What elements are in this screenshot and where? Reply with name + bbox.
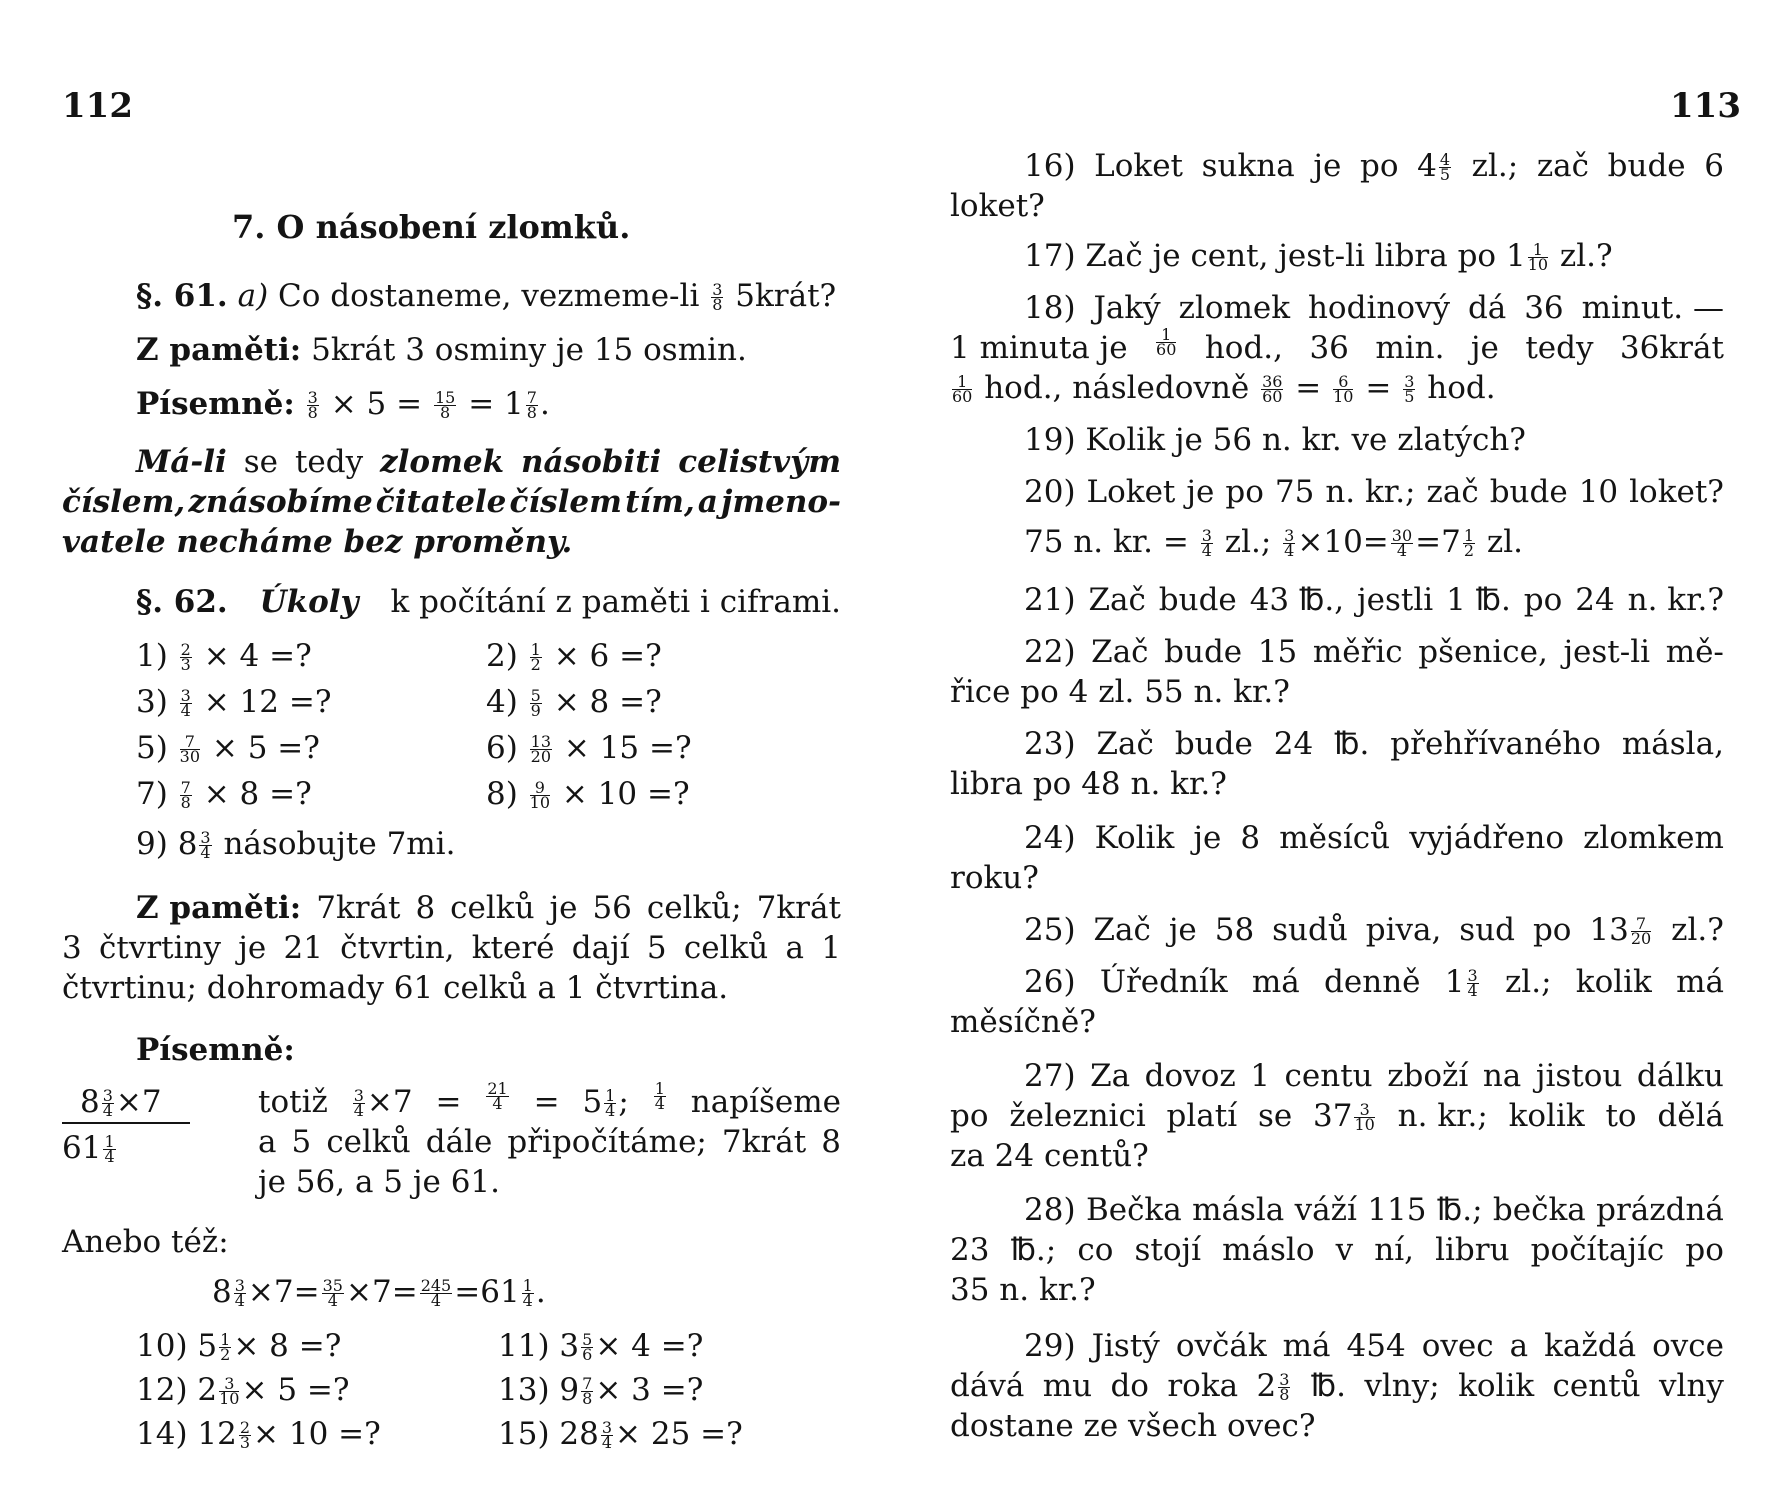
explanation-line-1: totiž $\frac{3}{4}$ ×7 = $\frac{21}{4}$ = 5 $\frac{1}{4}$ ; 1 4 napíšeme [258, 1079, 841, 1120]
fraction: $\frac{7}{30}$ [179, 732, 201, 766]
page-number: 112 [62, 86, 133, 126]
right-page [887, 0, 1774, 1500]
fraction: $\frac{2}{3}$ [239, 1418, 251, 1452]
from-memory-1 [136, 330, 747, 370]
task-item: 3) $\frac{3}{4}$ × 12 =? [136, 684, 332, 720]
label: Písemně: [136, 386, 295, 422]
fraction: $\frac{3}{10}$ [219, 1374, 240, 1408]
question-22-line-2: řice po 4 zl. 55 n. kr.? [950, 674, 1290, 710]
explanation-line-3: je 56, a 5 je 61. [258, 1164, 500, 1200]
from-memory-2-line-2: 3 čtvrtiny je 21 čtvrtin, které dají 5 celků a 1 [62, 930, 841, 966]
question-18-line-1: 18) Jaký zlomek hodinový dá 36 minut. — [1024, 290, 1724, 326]
question-20-calc: 75 n. kr. = $\frac{3}{4}$ zl.; $\frac{3}{4}$ ×10= $\frac{30}{4}$ =7 $\frac{1}{2}$ zl. [1024, 524, 1524, 560]
question-23-line-1: 23) Zač bude 24 ℔. přehřívaného másla, [1024, 726, 1724, 762]
question-16-line-1: 16) Loket sukna je po 4 $\frac{4}{5}$ zl.; zač bude 6 [1024, 148, 1724, 184]
question-24-line-2: roku? [950, 860, 1039, 896]
page-number: 113 [1670, 86, 1741, 126]
fraction: $\frac{3}{8}$ [307, 388, 318, 422]
item-label: a) [237, 278, 269, 314]
question-29-line-3: dostane ze všech ovec? [950, 1408, 1316, 1444]
task-item: 7) $\frac{7}{8}$ × 8 =? [136, 776, 312, 812]
question-27-line-2: po železnici platí se 37 $\frac{3}{10}$ n. kr.; kolik to dělá [950, 1098, 1724, 1134]
fraction: $\frac{15}{8}$ [434, 388, 456, 422]
fraction: $\frac{7}{8}$ [582, 1374, 593, 1408]
task-item: 11) 3 $\frac{5}{6}$ × 4 =? [498, 1328, 704, 1364]
in-writing-2: Písemně: [136, 1032, 295, 1068]
calc-rule [62, 1122, 190, 1124]
rule-line-3: vatele necháme bez proměny. [62, 524, 573, 560]
text: 5krát? [735, 278, 837, 314]
fraction: $\frac{2}{3}$ [180, 640, 191, 674]
label: Z paměti: [136, 332, 302, 368]
task-item: 4) $\frac{5}{9}$ × 8 =? [486, 684, 662, 720]
paragraph-61-question [136, 276, 836, 316]
fraction: $\frac{5}{9}$ [530, 686, 541, 720]
task-item: 6) $\frac{13}{20}$ × 15 =? [486, 730, 692, 766]
question-26-line-2: měsíčně? [950, 1004, 1096, 1040]
question-23-line-2: libra po 48 n. kr.? [950, 766, 1227, 802]
paragraph-62-heading: §. 62. Úkoly k počítání z paměti i ciframi. [136, 584, 841, 620]
section-title: 7. O násobení zlomků. [232, 208, 631, 246]
fraction: $\frac{3}{4}$ [200, 828, 211, 862]
question-27-line-1: 27) Za dovoz 1 centu zboží na jistou dálku [1024, 1058, 1724, 1094]
from-memory-2-line-3: čtvrtinu; dohromady 61 celků a 1 čtvrtina. [62, 970, 729, 1006]
question-24-line-1: 24) Kolik je 8 měsíců vyjádřeno zlomkem [1024, 820, 1724, 856]
alternative-calc: 8 $\frac{3}{4}$ ×7= $\frac{35}{4}$ ×7= $\frac{245}{4}$ =61 $\frac{1}{4}$ . [212, 1274, 546, 1310]
question-26-line-1: 26) Úředník má denně 1 $\frac{3}{4}$ zl.; kolik má [1024, 964, 1724, 1000]
from-memory-2-line-1: Z paměti: 7krát 8 celků je 56 celků; 7krát [136, 890, 841, 926]
fraction: $\frac{1}{2}$ [530, 640, 541, 674]
fraction: $\frac{5}{6}$ [582, 1330, 593, 1364]
fraction: $\frac{3}{4}$ [601, 1418, 613, 1452]
question-21: 21) Zač bude 43 ℔., jestli 1 ℔. po 24 n. kr.? [1024, 582, 1724, 618]
task-9: 9) 8 $\frac{3}{4}$ násobujte 7mi. [136, 826, 456, 862]
task-item: 12) 2 $\frac{3}{10}$ × 5 =? [136, 1372, 350, 1408]
question-29-line-2: dává mu do roka 2 $\frac{3}{8}$ ℔. vlny; kolik centů vlny [950, 1368, 1724, 1404]
fraction: $\frac{9}{10}$ [529, 778, 551, 812]
question-28-line-3: 35 n. kr.? [950, 1272, 1096, 1308]
question-17: 17) Zač je cent, jest-li libra po 1 $\frac{1}{10}$ zl.? [1024, 238, 1613, 274]
fraction: $\frac{3}{8}$ [712, 280, 723, 314]
task-item: 13) 9 $\frac{7}{8}$ × 3 =? [498, 1372, 704, 1408]
question-20: 20) Loket je po 75 n. kr.; zač bude 10 loket? [1024, 474, 1724, 510]
rule-line-2: číslem, znásobíme čitatele číslem tím, a jmeno- [62, 484, 841, 520]
explanation-line-2: a 5 celků dále připočítáme; 7krát 8 [258, 1124, 841, 1160]
question-28-line-2: 23 ℔.; co stojí máslo v ní, libru počítajíc po [950, 1232, 1724, 1268]
question-25: 25) Zač je 58 sudů piva, sud po 13 $\frac{7}{20}$ zl.? [1024, 912, 1724, 948]
fraction: $\frac{1}{2}$ [220, 1330, 231, 1364]
question-29-line-1: 29) Jistý ovčák má 454 ovec a každá ovce [1024, 1328, 1724, 1364]
task-item: 5) $\frac{7}{30}$ × 5 =? [136, 730, 320, 766]
question-18-line-2: 1 minuta je 1 60 hod., 36 min. je tedy 36krát [950, 325, 1724, 366]
text: Co dostaneme, vezmeme-li [278, 278, 700, 314]
task-item: 14) 12 $\frac{2}{3}$ × 10 =? [136, 1416, 381, 1452]
paragraph-label: §. 61. [136, 278, 228, 314]
fraction: $\frac{7}{8}$ [180, 778, 191, 812]
fraction: $\frac{13}{20}$ [530, 732, 552, 766]
calc-top: 8 $\frac{3}{4}$ ×7 [80, 1084, 162, 1120]
question-18-line-3: $\frac{1}{60}$ hod., následovně $\frac{36}{60}$ = $\frac{6}{10}$ = $\frac{3}{5}$ hod. [952, 370, 1496, 406]
fraction: $\frac{3}{4}$ [180, 686, 191, 720]
alternative-label: Anebo též: [62, 1224, 229, 1260]
rule-line-1: Má-li se tedy zlomek násobiti celistvým [136, 444, 841, 480]
text: 5krát 3 osminy je 15 osmin. [311, 332, 747, 368]
question-27-line-3: za 24 centů? [950, 1138, 1149, 1174]
task-item: 1) $\frac{2}{3}$ × 4 =? [136, 638, 312, 674]
fraction: $\frac{7}{8}$ [526, 388, 537, 422]
calc-bottom: 61 $\frac{1}{4}$ [62, 1130, 115, 1166]
question-19: 19) Kolik je 56 n. kr. ve zlatých? [1024, 422, 1526, 458]
question-16-line-2: loket? [950, 188, 1045, 224]
question-28-line-1: 28) Bečka másla váží 115 ℔.; bečka prázdná [1024, 1192, 1724, 1228]
task-item: 2) $\frac{1}{2}$ × 6 =? [486, 638, 662, 674]
task-item: 10) 5 $\frac{1}{2}$ × 8 =? [136, 1328, 342, 1364]
task-item: 15) 28 $\frac{3}{4}$ × 25 =? [498, 1416, 743, 1452]
question-22-line-1: 22) Zač bude 15 měřic pšenice, jest-li mě- [1024, 634, 1724, 670]
task-item: 8) $\frac{9}{10}$ × 10 =? [486, 776, 690, 812]
in-writing-1: Písemně: $\frac{3}{8}$ × 5 = $\frac{15}{8}$ = 1 $\frac{7}{8}$ . [136, 386, 550, 422]
